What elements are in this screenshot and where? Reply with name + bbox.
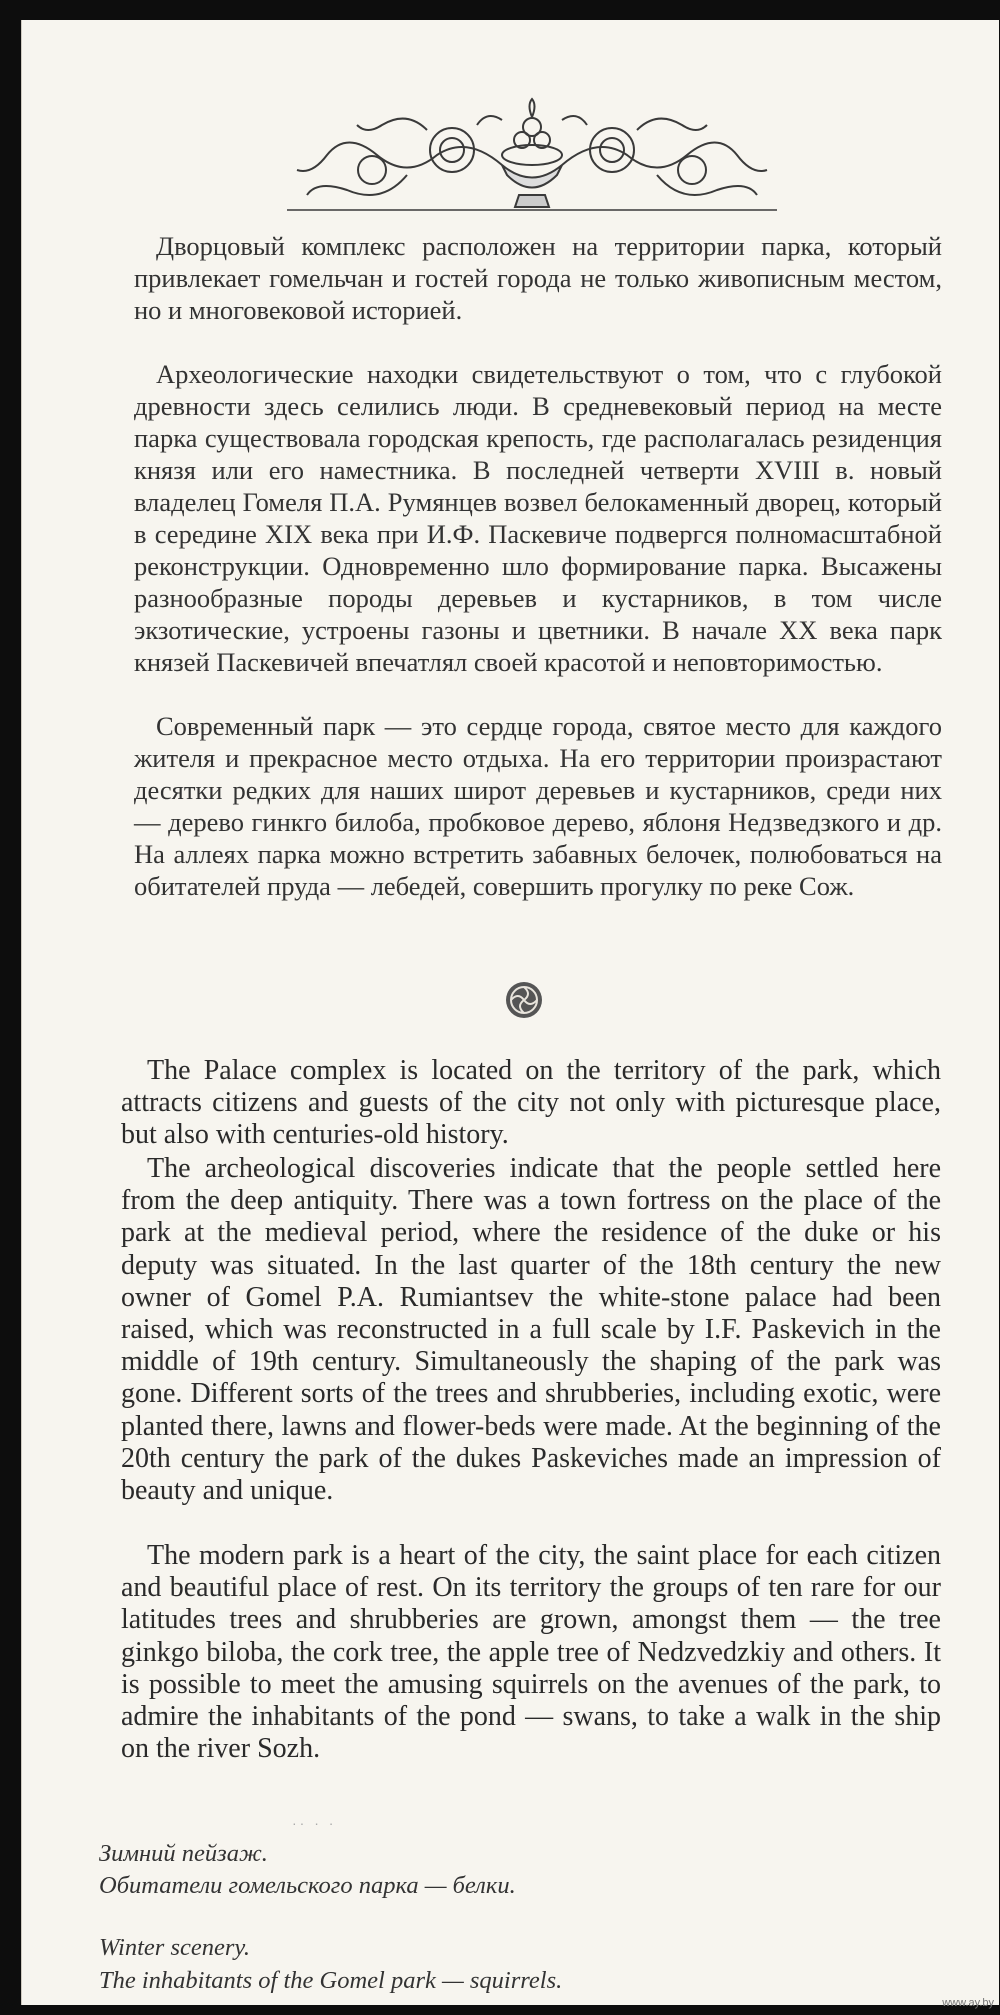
swirl-rosette-icon bbox=[504, 980, 544, 1020]
caption-en-line-1: Winter scenery. bbox=[99, 1934, 251, 1961]
en-paragraph-1: The Palace complex is located on the territory of the park, which attracts citizens and guests of the city not only with picturesque place, but also with centuries-old history. bbox=[121, 1055, 941, 1151]
floral-vase-ornament-icon bbox=[287, 95, 777, 220]
en-paragraph-3: The modern park is a heart of the city, the saint place for each citizen and beautiful place of rest. On its territory the groups of ten rare for our latitudes trees and shrubberies are grown, amongst them — the tree ginkgo biloba, the cork tree, the apple tree of Nedzvedzkiy and others. It is possible to meet the amusing squirrels on the avenues of the park, to admire the inhabitants of the pond — swans, to take a walk in the ship on the river Sozh. bbox=[121, 1540, 941, 1765]
watermark: www.ay.by bbox=[942, 1997, 994, 2009]
decorative-dots: ·· · · bbox=[292, 1815, 337, 1831]
caption-ru-line-1: Зимний пейзаж. bbox=[99, 1840, 268, 1867]
en-paragraph-2: The archeological discoveries indicate that the people settled here from the deep antiquity. There was a town fortress on the place of the park at the medieval period, where the residence of the duke or his deputy was situated. In the last quarter of the 18th century the new owner of Gomel P.A. Rumiantsev the white-stone palace had been raised, which was reconstructed in a full scale by I.F. Paskevich in the middle of 19th century. Simultaneously the shaping of the park was gone. Different sorts of the trees and shrubberies, including exotic, were planted there, lawns and flower-beds were made. At the beginning of the 20th century the park of the dukes Paskeviches made an impression of beauty and unique. bbox=[121, 1153, 941, 1507]
ru-paragraph-1: Дворцовый комплекс расположен на территории парка, который привлекает гомельчан и гостей города не только живописным местом, но и многовековой историей. bbox=[134, 231, 942, 325]
caption-en-line-2: The inhabitants of the Gomel park — squirrels. bbox=[99, 1967, 563, 1994]
ru-paragraph-3: Современный парк — это сердце города, святое место для каждого жителя и прекрасное место отдыха. На его территории произрастают десятки редких для наших широт деревьев и кустарников, среди них — дерево гинкго билоба, пробковое дерево, яблоня Недзведзкого и др. На аллеях парка можно встретить забавных белочек, полюбоваться на обитателей пруда — лебедей, совершить прогулку по реке Сож. bbox=[134, 711, 942, 901]
caption-ru-line-2: Обитатели гомельского парка — белки. bbox=[99, 1872, 516, 1899]
ru-paragraph-2: Археологические находки свидетельствуют о том, что с глубокой древности здесь селились люди. В средневековый период на месте парка существовала городская крепость, где располагалась резиденция князя или его наместника. В последней четверти XVIII в. новый владелец Гомеля П.А. Румянцев возвел белокаменный дворец, который в середине XIX века при И.Ф. Паскевиче подвергся полномасштабной реконструкции. Одновременно шло формирование парка. Высажены разнообразные породы деревьев и кустарников, в том числе экзотические, устроены газоны и цветники. В начале XX века парк князей Паскевичей впечатлял своей красотой и неповторимостью. bbox=[134, 359, 942, 677]
brochure-page bbox=[21, 20, 999, 2005]
